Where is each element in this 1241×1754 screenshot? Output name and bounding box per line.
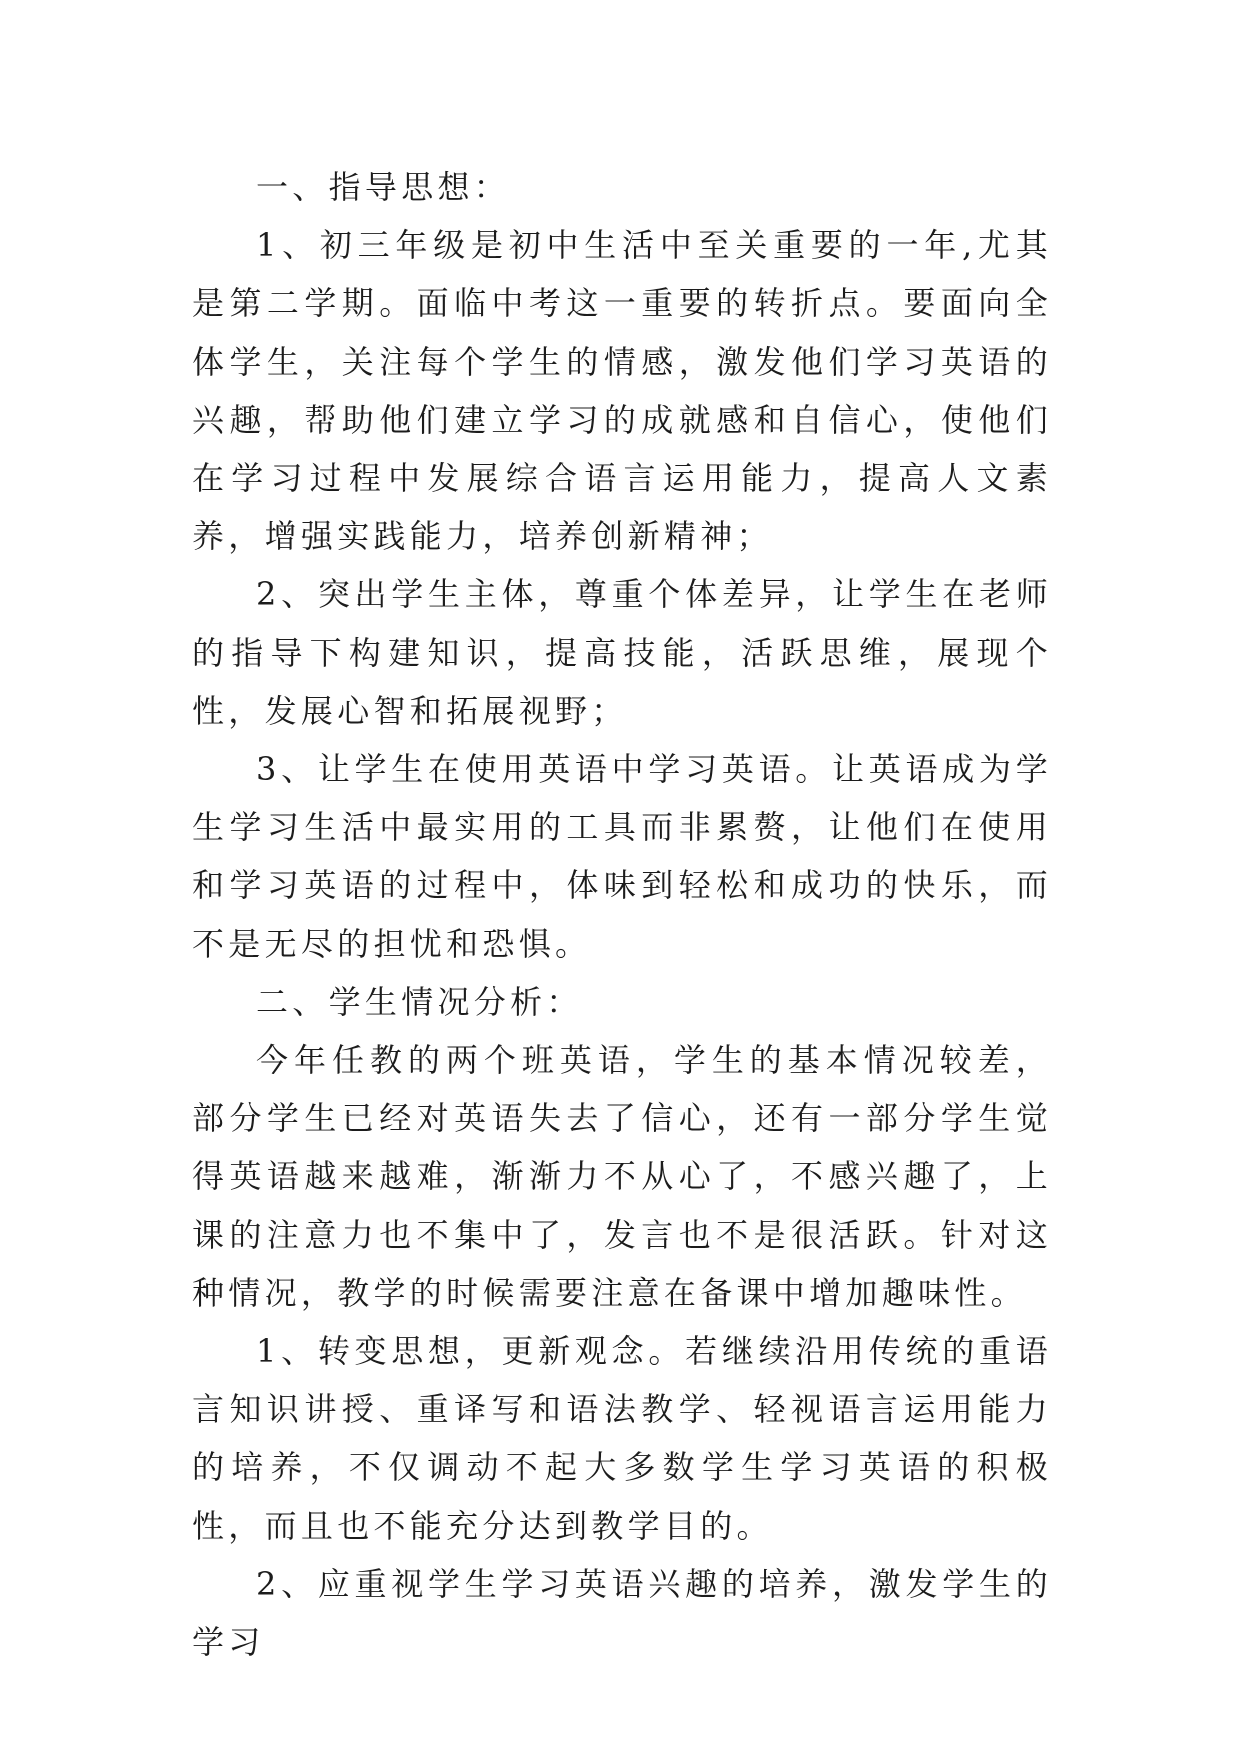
paragraph-analysis-point-2: 2、应重视学生学习英语兴趣的培养，激发学生的学习 bbox=[192, 1564, 1052, 1662]
paragraph-guiding-point-1: 1、初三年级是初中生活中至关重要的一年,尤其是第二学期。面临中考这一重要的转折点。要面向全体学生，关注每个学生的情感，激发他们学习英语的兴趣，帮助他们建立学习的成就感和自信心，使他们在学习过程中发展综合语言运用能力，提高人文素养，增强实践能力，培养创新精神； bbox=[192, 226, 1052, 556]
paragraph-analysis-point-1: 1、转变思想，更新观念。若继续沿用传统的重语言知识讲授、重译写和语法教学、轻视语言运用能力的培养，不仅调动不起大多数学生学习英语的积极性，而且也不能充分达到教学目的。 bbox=[192, 1332, 1052, 1545]
paragraph-guiding-point-2: 2、突出学生主体，尊重个体差异，让学生在老师的指导下构建知识，提高技能，活跃思维，展现个性，发展心智和拓展视野； bbox=[192, 575, 1052, 730]
section-heading-guiding-thought: 一、指导思想： bbox=[256, 168, 511, 206]
paragraph-student-analysis: 今年任教的两个班英语，学生的基本情况较差，部分学生已经对英语失去了信心，还有一部分学生觉得英语越来越难，渐渐力不从心了，不感兴趣了，上课的注意力也不集中了，发言也不是很活跃。针对这种情况，教学的时候需要注意在备课中增加趣味性。 bbox=[192, 1041, 1052, 1312]
document-body bbox=[192, 158, 1052, 1671]
section-heading-student-analysis: 二、学生情况分析： bbox=[256, 982, 583, 1021]
paragraph-guiding-point-3: 3、让学生在使用英语中学习英语。让英语成为学生学习生活中最实用的工具而非累赘，让他们在使用和学习英语的过程中，体味到轻松和成功的快乐，而不是无尽的担忧和恐惧。 bbox=[192, 750, 1052, 963]
